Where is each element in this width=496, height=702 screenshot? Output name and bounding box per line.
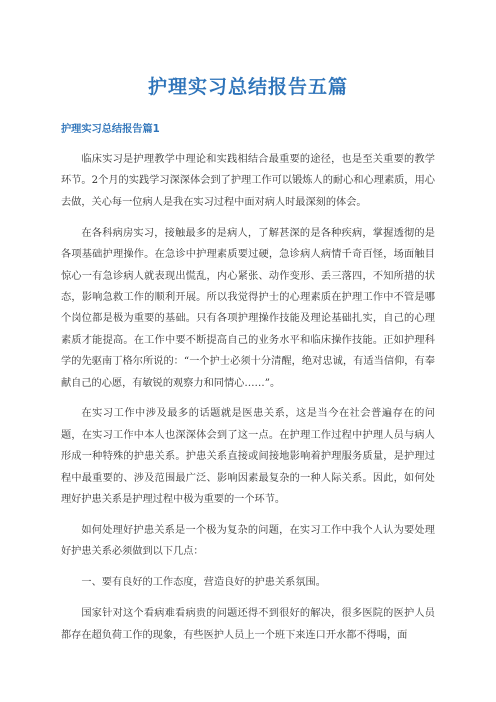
paragraph-4: 如何处理好护患关系是一个极为复杂的问题，在实习工作中我个人认为要处理好护患关系必须做到以下几点：: [61, 525, 435, 558]
paragraph-1: 临床实习是护理教学中理论和实践相结合最重要的途径，也是至关重要的教学环节。2个月的实践学习深深体会到了护理工作可以锻炼人的耐心和心理素质，用心去做，关心每一位病人是我在实习过程中面对病人时最深刻的体会。: [61, 154, 435, 208]
section-heading: 护理实习总结报告篇1: [61, 124, 160, 135]
document-title: 护理实习总结报告五篇: [147, 76, 348, 98]
paragraph-6: 国家针对这个看病难看病贵的问题还得不到很好的解决，很多医院的医护人员都存在超负荷工作的现象，有些医护人员上一个班下来连口开水都不得喝，面: [61, 608, 435, 641]
paragraph-2: 在各科病房实习，接触最多的是病人，了解甚深的是各种疾病，掌握透彻的是各项基础护理操作。在急诊中护理素质要过硬，急诊病人病情千奇百怪，场面触目惊心一有急诊病人就表现出慌乱，内心紧张、动作变形、丢三落四，不知所措的状态，影响急救工作的顺利开展。所以我觉得护士的心理素质在护理工作中不管是哪个岗位都是极为重要的基础。只有各项护理操作技能及理论基础扎实，自己的心理素质才能提高。在工作中要不断提高自己的业务水平和临床操作技能。正如护理科学的先驱南丁格尔所说的：“一个护士必须十分清醒，绝对忠诚，有适当信仰，有奉献自己的心愿，有敏锐的观察力和同情心……”。: [61, 227, 435, 389]
document-body: [61, 121, 435, 656]
paragraph-5: 一、要有良好的工作态度，营造良好的护患关系氛围。: [81, 577, 326, 589]
paragraph-3: 在实习工作中涉及最多的话题就是医患关系，这是当今在社会普遍存在的问题，在实习工作中本人也深深体会到了这一点。在护理工作过程中护理人员与病人形成一种特殊的护患关系。护患关系直接或间接地影响着护理服务质量，是护理过程中最重要的、涉及范围最广泛、影响因素最复杂的一种人际关系。因此，如何处理好护患关系是护理过程中极为重要的一个环节。: [61, 408, 435, 506]
